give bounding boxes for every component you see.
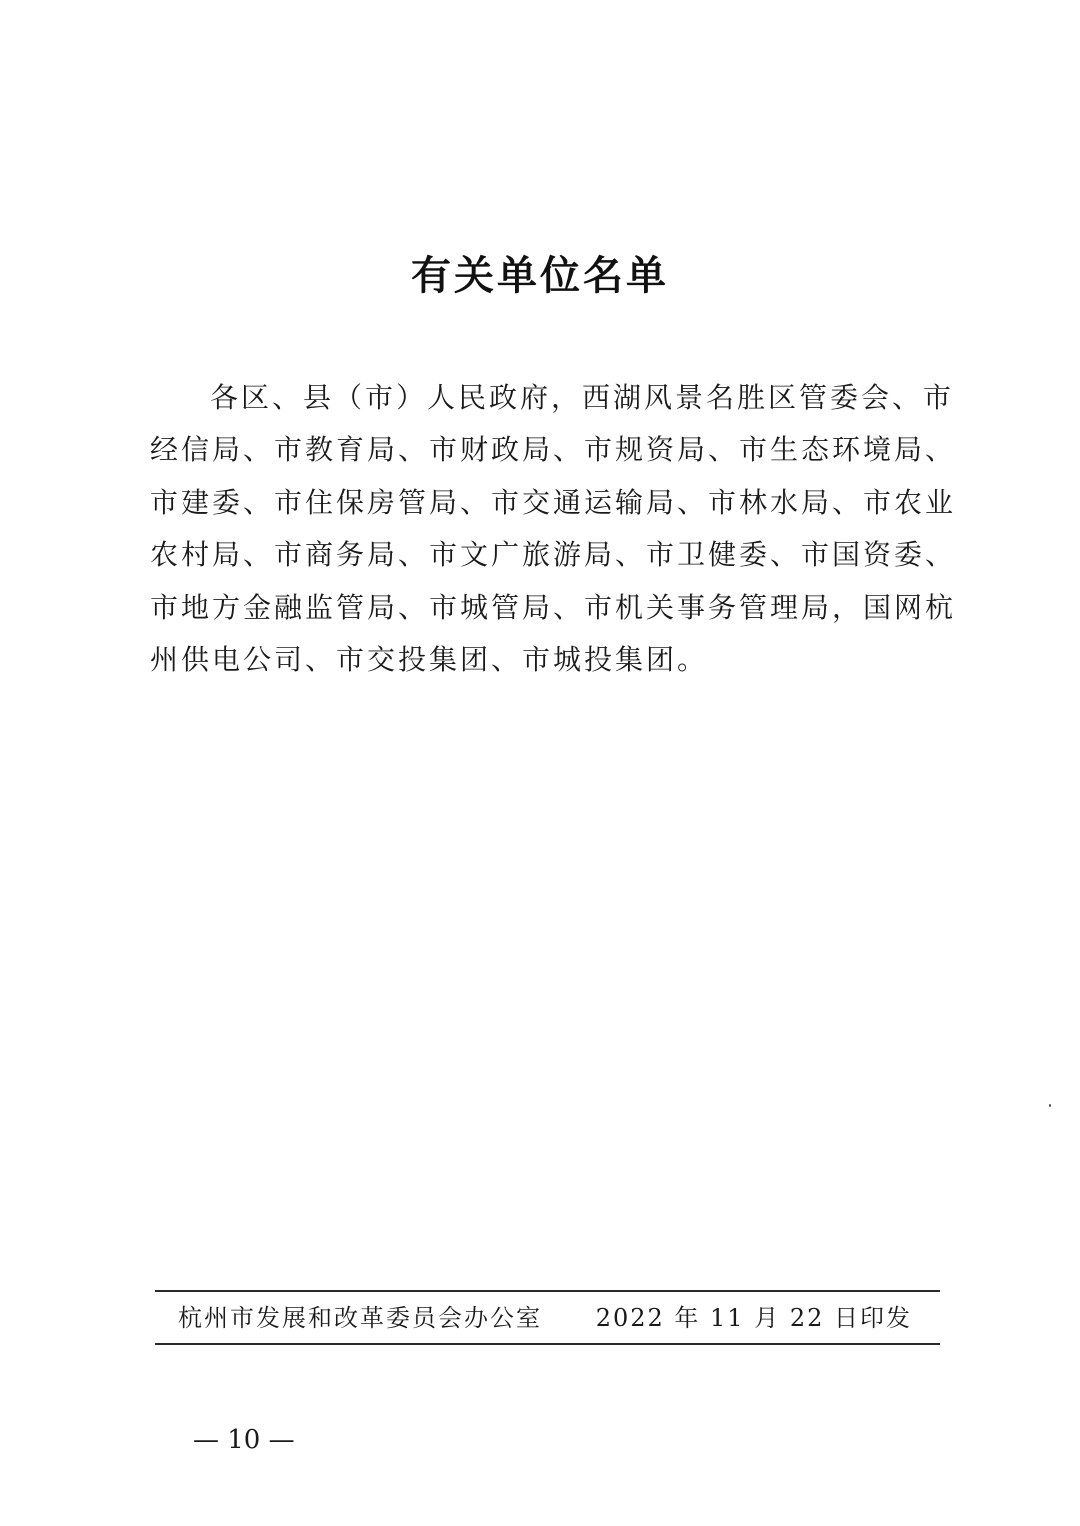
footer-top-rule xyxy=(155,1290,940,1292)
recipient-line: 经信局、市教育局、市财政局、市规资局、市生态环境局、 xyxy=(150,433,957,467)
recipient-line: 州供电公司、市交投集团、市城投集团。 xyxy=(150,643,709,677)
issuer-name: 杭州市发展和改革委员会办公室 xyxy=(178,1304,542,1332)
recipient-line: 市建委、市住保房管局、市交通运输局、市林水局、市农业 xyxy=(150,485,957,519)
page-number: — 10 — xyxy=(193,1425,295,1455)
scan-speck xyxy=(1049,1104,1051,1107)
recipient-line: 农村局、市商务局、市文广旅游局、市卫健委、市国资委、 xyxy=(150,538,957,572)
recipient-line: 市地方金融监管局、市城管局、市机关事务管理局，国网杭 xyxy=(150,590,957,624)
recipient-line: 各区、县（市）人民政府，西湖风景名胜区管委会、市 xyxy=(210,381,955,414)
footer-bottom-rule xyxy=(155,1343,940,1345)
issue-date: 2022 年 11 月 22 日印发 xyxy=(595,1304,912,1332)
recipient-list xyxy=(150,372,957,686)
page-title: 有关单位名单 xyxy=(411,253,669,299)
